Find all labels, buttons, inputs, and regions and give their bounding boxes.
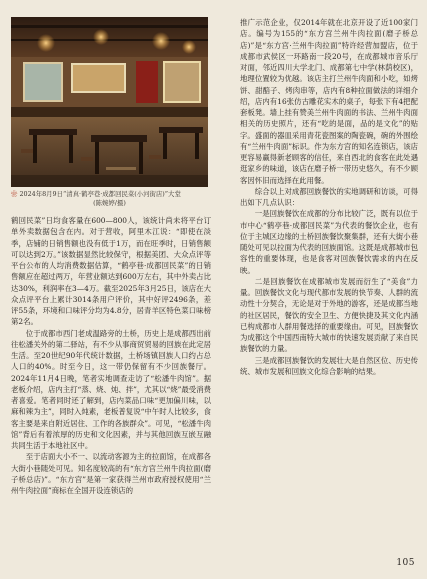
caption-bullet-icon: ❀ [11, 190, 18, 198]
left-paragraph-1: 鹤回民菜”日均食客量在600—800人，该统计尚未将平台订单外卖数据包含在内。对于营收，阿里木江说：“即使在淡季，店铺的日销售额也没有低于1万，而在旺季时，日销售额可以达到2万。”该数据显然比较保守，根据美团、大众点评等平台公布的人均消费数据估算，“鹤亭巷·成都回民菜”的日销售额应在超过两万，年营业额达到600万左右，其中外卖占比达30%，利润率在3—4万。截至2025年3月25日，该店在大众点评平台上累计3014条用户评价，其中好评2496条，差评55条，环境和口味评分均为4.8分，居青羊区特色菜口味榜第2名。 [11, 216, 211, 327]
restaurant-photo [11, 17, 208, 187]
right-column [240, 17, 418, 377]
caption-source: (陈婉婷/摄) [93, 199, 126, 207]
right-paragraph-3: 一是回族餐饮在成都的分布比较广泛，既有以位于市中心“鹤亭巷·成都回民菜”为代表的餐饮企业，也有位于主城区边缘的土桥回族餐饮聚集群，还有大街小巷随处可见以拉面为代表的回族面馆。这既是成都城市包容性的重要体现，也是食客对回族餐饮需求的内在反映。 [240, 209, 418, 275]
right-paragraph-4: 二是回族餐饮在成都城市发展而衍生了“美食”力量。回族餐饮文化与现代都市发展的快节奏、人群的流动性十分契合，无论是对于外地的游客，还是成都当地的社区居民，餐饮的安全卫生、方便快捷及其文化内涵已构成都市人群用餐选择的重要缘由。可见，回族餐饮为成都这个中国西南特大城市的快速发展贡献了来自民族餐饮的力量。 [240, 276, 418, 354]
left-column [11, 215, 211, 496]
right-paragraph-5: 三是成都回族餐饮的发展壮大是自然区位、历史传统、城市发展和回族文化综合影响的结果。 [240, 355, 418, 376]
restaurant-interior-image [11, 17, 208, 187]
left-paragraph-2: 位于成都市西门老成温路旁的土桥，历史上是成都西出前往松潘关外的第二驿站，有不少从事商贸贸易的回族在此定居生活。至20世纪90年代统计数据，土桥场镇回族人口约占总人口的40%。时至今日，这一带仍保留有不少回族餐厅。2024年11月4日晚，笔者实地调查走访了“松潘牛肉馆”。据老板介绍，店内主打“蒸、烧、炖、拌”，尤其以“烧”最受消费者喜爱。笔者同时还了解到，店内菜品口味“更加偏川味，以麻和辣为主”，同时入炖素，老板普复说“中午时人比较多，食客主要是来自附近居住、工作的各族群众”。可见，“松潘牛肉馆”背后有着浓厚的历史和文化因素，并与其他回族互嵌互融共同生活于本地社区中。 [11, 328, 211, 450]
left-paragraph-3: 至于店面大小不一、以流动客源为主的拉面馆，在成都各大街小巷随处可见。知名度较高的有“东方宫兰州牛肉拉面(磨子桥总店)”。“东方宫”是第一家获得兰州市政府授权使用“兰州牛肉拉面”商标在全国开设连锁店的 [11, 452, 211, 495]
right-paragraph-1: 推广示范企业，仅2014年就在北京开设了近100家门店。编号为155的“东方宫兰州牛肉拉面(磨子桥总店)”是“东方宫·兰州牛肉拉面”特许经营加盟店，位于成都市武侯区一环路南一段20号，在成都城市音乐厅对面，邻近四川大学北门、成都第七中学(林荫校区)，地理位置较为优越。该店主打兰州牛肉面和小吃，如烤饼、甜醅子、烤肉串等，店内有8种拉面做法的详细介绍，店内有16张仿古雕花实木的桌子，每张下有4把配套板凳。墙上挂有赞美兰州牛肉面的书法、兰州牛肉面相关的历史照片，还有“吃的是面，品的是文化”的贴字。盛面的器皿采用青花瓷图案的陶瓷碗，碗的外围绘有“兰州牛肉面”标识。作为东方宫的知名连锁店，该店更容易赢得新老顾客的信任，来自西北的食客在此处遇逛家乡的味道，该店在磨子桥一带历史悠久，有不少顾客因怀旧而选择在此用餐。 [240, 18, 418, 185]
right-paragraph-2: 综合以上对成都回族餐饮的实地调研和访谈，可得出如下几点认识： [240, 186, 418, 207]
page-number: 105 [396, 558, 415, 568]
photo-caption [11, 190, 208, 208]
caption-text: 2024年8月9日“清真·鹤亭巷·成都回民菜(小河街店)”大堂 [19, 190, 181, 198]
